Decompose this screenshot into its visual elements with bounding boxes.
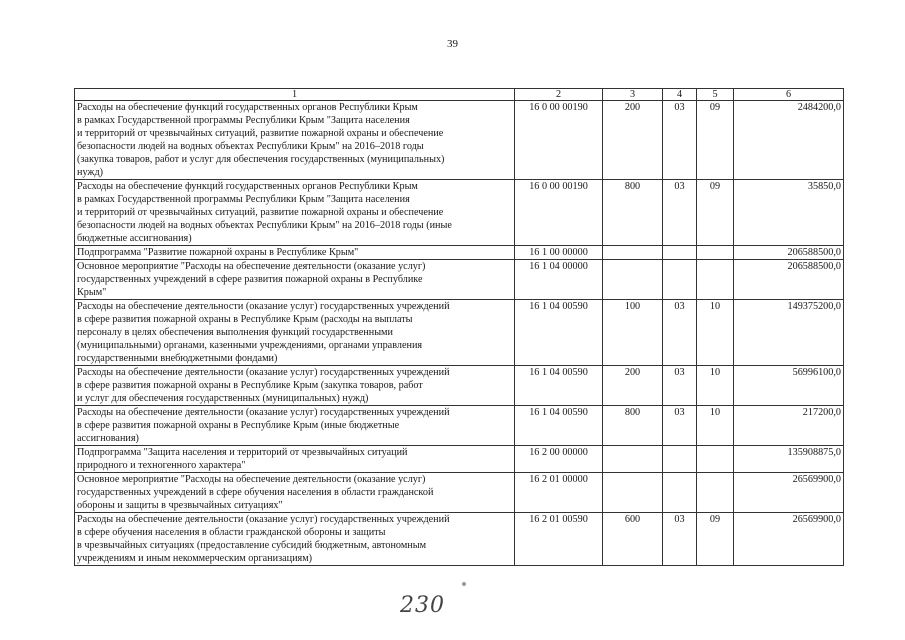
row-subsection: 09 — [697, 180, 734, 246]
row-sum: 26569900,0 — [734, 473, 844, 513]
row-section: 03 — [663, 300, 697, 366]
row-code: 16 0 00 00190 — [515, 101, 603, 180]
row-name: Расходы на обеспечение функций государственных органов Республики Крым в рамках Государственной программы Республики Крым "Защита населения и территорий от чрезвычайных ситуаций, развитие пожарной охраны и обеспечение безопасности людей на водных объектах Республики Крым" на 2016–2018 годы (закупка товаров, работ и услуг для обеспечения государственных (муниципальных) нужд) — [75, 101, 515, 180]
col-header-6: 6 — [734, 89, 844, 101]
row-sum: 26569900,0 — [734, 513, 844, 566]
row-section: 03 — [663, 366, 697, 406]
table-row — [75, 513, 844, 566]
row-code: 16 1 00 00000 — [515, 246, 603, 260]
table-row — [75, 180, 844, 246]
header-row — [75, 89, 844, 101]
row-name: Расходы на обеспечение деятельности (оказание услуг) государственных учреждений в сфере развития пожарной охраны в Республике Крым (закупка товаров, работ и услуг для обеспечения государственных (муниципальных) нужд) — [75, 366, 515, 406]
col-header-2: 2 — [515, 89, 603, 101]
col-header-3: 3 — [603, 89, 663, 101]
row-name: Основное мероприятие "Расходы на обеспечение деятельности (оказание услуг) государственных учреждений в сфере обучения населения в области гражданской обороны и защиты в чрезвычайных ситуациях" — [75, 473, 515, 513]
row-subsection: 10 — [697, 406, 734, 446]
row-code: 16 1 04 00590 — [515, 300, 603, 366]
table-row — [75, 300, 844, 366]
row-expense-type — [603, 260, 663, 300]
row-section — [663, 446, 697, 473]
row-sum: 206588500,0 — [734, 260, 844, 300]
row-name: Основное мероприятие "Расходы на обеспечение деятельности (оказание услуг) государственных учреждений в сфере развития пожарной охраны в Республике Крым" — [75, 260, 515, 300]
row-expense-type — [603, 246, 663, 260]
page-number: 39 — [447, 38, 458, 50]
row-subsection: 10 — [697, 300, 734, 366]
row-sum: 56996100,0 — [734, 366, 844, 406]
col-header-4: 4 — [663, 89, 697, 101]
table-row — [75, 246, 844, 260]
budget-table — [74, 88, 844, 566]
row-section: 03 — [663, 180, 697, 246]
row-expense-type — [603, 473, 663, 513]
row-subsection: 09 — [697, 101, 734, 180]
row-section — [663, 260, 697, 300]
row-expense-type: 200 — [603, 101, 663, 180]
table-row — [75, 446, 844, 473]
row-name: Подпрограмма "Защита населения и территорий от чрезвычайных ситуаций природного и техногенного характера" — [75, 446, 515, 473]
row-subsection — [697, 246, 734, 260]
row-sum: 206588500,0 — [734, 246, 844, 260]
row-code: 16 2 01 00000 — [515, 473, 603, 513]
row-sum: 35850,0 — [734, 180, 844, 246]
row-name: Расходы на обеспечение деятельности (оказание услуг) государственных учреждений в сфере развития пожарной охраны в Республике Крым (расходы на выплаты персоналу в целях обеспечения выполнения функций государственными (муниципальными) органами, казенными учреждениями, органами управления государственными внебюджетными фондами) — [75, 300, 515, 366]
handwritten-page-number: 230 — [400, 593, 445, 618]
table-row — [75, 366, 844, 406]
row-section: 03 — [663, 101, 697, 180]
row-subsection — [697, 473, 734, 513]
row-name: Подпрограмма "Развитие пожарной охраны в Республике Крым" — [75, 246, 515, 260]
row-sum: 149375200,0 — [734, 300, 844, 366]
row-code: 16 2 01 00590 — [515, 513, 603, 566]
row-code: 16 0 00 00190 — [515, 180, 603, 246]
row-subsection: 09 — [697, 513, 734, 566]
row-section: 03 — [663, 406, 697, 446]
row-name: Расходы на обеспечение функций государственных органов Республики Крым в рамках Государственной программы Республики Крым "Защита населения и территорий от чрезвычайных ситуаций, развитие пожарной охраны и обеспечение безопасности людей на водных объектах Республики Крым" на 2016–2018 годы (иные бюджетные ассигнования) — [75, 180, 515, 246]
col-header-1: 1 — [75, 89, 515, 101]
table-row — [75, 260, 844, 300]
row-code: 16 1 04 00590 — [515, 366, 603, 406]
row-section — [663, 246, 697, 260]
scan-dot — [462, 582, 466, 586]
row-code: 16 1 04 00000 — [515, 260, 603, 300]
table-row — [75, 406, 844, 446]
row-sum: 135908875,0 — [734, 446, 844, 473]
col-header-5: 5 — [697, 89, 734, 101]
table-row — [75, 473, 844, 513]
row-expense-type: 800 — [603, 180, 663, 246]
table-row — [75, 101, 844, 180]
row-section: 03 — [663, 513, 697, 566]
row-code: 16 1 04 00590 — [515, 406, 603, 446]
row-subsection: 10 — [697, 366, 734, 406]
row-code: 16 2 00 00000 — [515, 446, 603, 473]
row-expense-type: 200 — [603, 366, 663, 406]
row-sum: 2484200,0 — [734, 101, 844, 180]
row-name: Расходы на обеспечение деятельности (оказание услуг) государственных учреждений в сфере развития пожарной охраны в Республике Крым (иные бюджетные ассигнования) — [75, 406, 515, 446]
row-sum: 217200,0 — [734, 406, 844, 446]
row-subsection — [697, 260, 734, 300]
row-expense-type — [603, 446, 663, 473]
row-subsection — [697, 446, 734, 473]
row-section — [663, 473, 697, 513]
row-name: Расходы на обеспечение деятельности (оказание услуг) государственных учреждений в сфере обучения населения в области гражданской обороны и защиты в чрезвычайных ситуациях (предоставление субсидий бюджетным, автономным учреждениям и иным некоммерческим организациям) — [75, 513, 515, 566]
row-expense-type: 100 — [603, 300, 663, 366]
row-expense-type: 600 — [603, 513, 663, 566]
row-expense-type: 800 — [603, 406, 663, 446]
